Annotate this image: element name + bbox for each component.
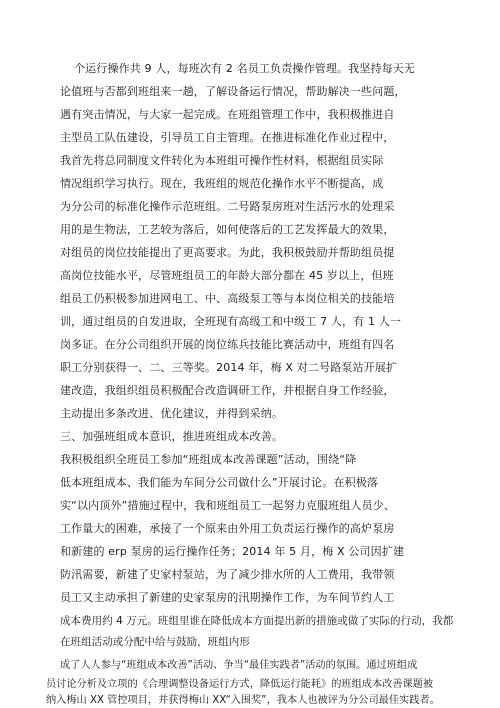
text-line: 我首先将总同制度文件转化为本班组可操作性材料，根据组员实际 [60,154,384,167]
text-line: 高岗位技能水平，尽管班组员工的年龄大部分都在 45 岁以上，但班 [60,269,394,282]
text-line: 工作量大的困难，承接了一个原来由外用工负责运行操作的高炉泵房 [60,522,395,535]
text-line: 纳入梅山 XX 管控项目，并获得梅山 XX“入围奖”，我本人也被评为分公司最佳实践者。 [46,695,440,706]
text-line: 低本班组成本、我们能为车间分公司做什么”开展讨论。在积极落 [60,476,379,489]
text-line: 我积极组织全班员工参加“班组成本改善课题”活动，围绕“降 [60,453,357,466]
text-line: 遇有突击情况，与大家一起完成。在班组管理工作中，我积极推进自 [60,108,395,121]
text-line: 主型员工队伍建设，引导员工自主管理。在推进标准化作业过程中， [60,131,395,144]
text-line: 组员工仍积极参加进网电工、中、高级泵工等与本岗位相关的技能培 [60,292,395,305]
text-line: 用的是生物法，工艺较为落后，如何使落后的工艺发挥最大的效果， [60,223,395,236]
text-line: 成了人人参与“班组成本改善”活动、争当“最佳实践者”活动的氛围。通过班组成 [60,660,418,671]
text-line: 训，通过组员的自发进取，全班现有高级工和中级工 7 人，有 1 人一 [60,315,402,328]
text-line: 论值班与否都到班组来一趟，了解设备运行情况，帮助解决一些问题， [60,85,406,98]
section-heading: 三、加强班组成本意识，推进班组成本改善。 [60,430,283,443]
text-line: 个运行操作共 9 人，每班次有 2 名员工负责操作管理。我坚持每天无 [74,62,416,75]
text-line: 情况组织学习执行。现在，我班组的规范化操作水平不断提高，成 [60,177,384,190]
text-line: 防汛需要，新建了史家村泵站，为了减少排水所的人工费用，我带领 [60,568,395,581]
text-line: 和新建的 erp 泵房的运行操作任务；2014 年 5 月，梅 X 公司因扩建 [60,545,405,558]
text-line: 建改造，我组织组员积极配合改造调研工作，并根据自身工作经验， [60,384,395,397]
text-line: 岗多证。在分公司组织开展的岗位练兵技能比赛活动中，班组有四名 [60,338,395,351]
text-line: 在班组活动或分配中给与鼓励，班组内形 [60,636,250,648]
text-line: 主动提出多条改进、优化建议，并得到采纳。 [60,407,283,420]
text-line: 职工分别获得一、二、三等奖。2014 年，梅 X 对二号路泵站开展扩 [60,361,398,374]
text-line: 员讨论分析及立项的《合理调整设备运行方式，降低运行能耗》的班组成本改善课题被 [46,679,434,690]
text-line: 为分公司的标准化操作示范班组。二号路泵房班对生活污水的处理采 [60,200,395,213]
text-line: 实“以内顶外”措施过程中，我和班组员工一起努力克服班组人员少、 [60,499,396,512]
text-line: 成本费用约 4 万元。班组里谁在降低成本方面提出新的措施或做了实际的行动，我都 [60,615,454,627]
text-line: 员工又主动承担了新建的史家泵房的汛期操作工作，为车间节约人工 [60,591,395,604]
text-line: 对组员的岗位技能提出了更高要求。为此，我积极鼓励并帮助组员提 [60,246,395,259]
